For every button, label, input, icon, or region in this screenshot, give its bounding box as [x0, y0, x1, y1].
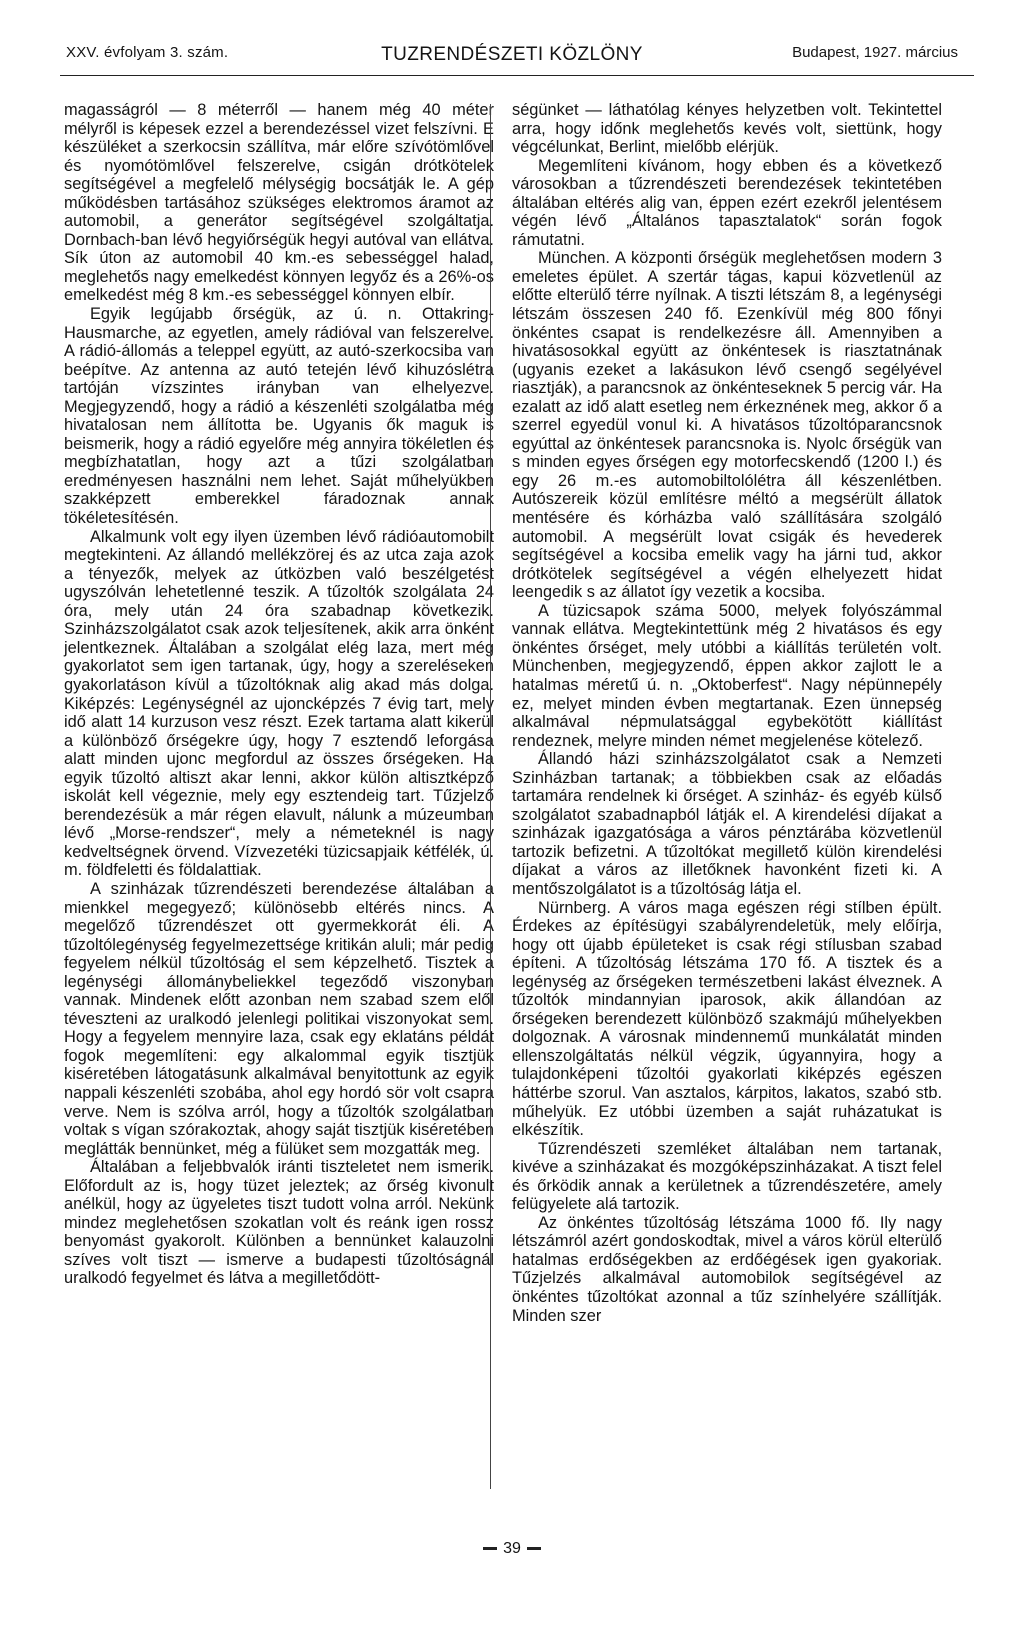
paragraph: A tüzicsapok száma 5000, melyek folyószámmal vannak ellátva. Megtekintettünk még 2 hivatásos és egy önkéntes őrséget, mely utóbbi a kiállítás területén volt. Münchenben, megjegyzendő, éppen akkor zajlott le a hatalmas méretű ú. n. „Oktoberfest“. Nagy népünnepély ez, melyet minden évben megtartanak. Ezen ünnepség alkalmával népmulatsággal egybekötött kiállítást rendeznek, melyre minden német megjelenése kötelező.	[512, 601, 942, 750]
page-number: 39	[503, 1540, 521, 1557]
dash-left	[483, 1547, 497, 1550]
publication-title: TUZRENDÉSZETI KÖZLÖNY	[381, 44, 643, 65]
page-number-footer	[0, 1540, 1024, 1558]
paragraph: Alkalmunk volt egy ilyen üzemben lévő rádióautomobilt megtekinteni. Az állandó mellékzörej és az utca zaja azok a tényezők, melyek az útközben való beszélgetést ugyszólván lehetetlenné teszik. A tűzoltók szolgálata 24 óra, mely után 24 óra szabadnap következik. Szinházszolgálatot csak azok teljesítenek, akik arra önként jelentkeznek. Általában a szolgálat elég laza, mert még gyakorlatot sem igen tartanak, úgy, hogy a szereléseken gyakorlatáson kívül a tűzoltóknak alig akad más dolga. Kiképzés: Legénységnél az ujoncképzés 7 évig tart, mely idő alatt 14 kurzuson vesz részt. Ezek tartama alatt kikerül a különböző őrségekre úgy, hogy 7 esztendő leforgása alatt minden ujonc megfordul az összes őrségeken. Ha egyik tűzoltó altiszt akar lenni, akkor külön altisztképző iskolát kell végeznie, mely egy esztendeig tart. Tűzjelző berendezésük a már régen elavult, nálunk a múzeumban lévő „Morse-rendszer“, mely a németeknél is nagy kedveltségnek örvend. Vízvezetéki tüzicsapjaik kétfélék, ú. m. földfeletti és földalattiak.	[64, 527, 494, 880]
place-date: Budapest, 1927. március	[792, 44, 958, 61]
column-divider	[490, 104, 491, 1489]
paragraph: magasságról — 8 méterről — hanem még 40 méter mélyről is képesek ezzel a berendezéssel vizet felszívni. E készüléket a szerkocsin szállítva, már előre szívótömlővel és nyomótömlővel felszerelve, csigán drótkötelek segítségével a megfelelő mélységig bocsátják le. A gép működésben tartásához szükséges elektromos áramot az automobil, a generátor segítségével szolgáltatja. Dornbach-ban lévő hegyiőrségük hegyi autóval van ellátva. Sík úton az automobil 40 km.-es sebességgel halad, meglehetős nagy emelkedést könnyen legyőz és a 26%-os emelkedést még 8 km.-es sebességgel könnyen elbír.	[64, 101, 494, 305]
header-rule	[60, 75, 974, 76]
paragraph: Nürnberg. A város maga egészen régi stílben épült. Érdekes az építésügyi szabályrendeletük, mely előírja, hogy ott újabb épületeket is csak régi stílusban szabad építeni. A tűzoltóság létszáma 170 fő. A tisztek és a legénység az őrségeken természetbeni lakást élveznek. A tűzoltók mindannyian iparosok, akik állandóan az őrségeken berendezett különböző szakmájú műhelyekben dolgoznak. A városnak mindennemű munkálatát minden ellenszolgáltatás nélkül végzik, úgyannyira, hogy a tulajdonképeni tűzoltói gyakorlati kiképzés egészen háttérbe szorul. Van asztalos, kárpitos, lakatos, szabó stb. műhelyük. Ez utóbbi üzemben a saját ruházatukat is elkészítik.	[512, 898, 942, 1140]
paragraph: Általában a feljebbvalók iránti tiszteletet nem ismerik. Előfordult az is, hogy tüzet jeleztek; az őrség kivonult anélkül, hogy az ügyeletes tiszt tudott volna arról. Nekünk mindez meglehetősen szokatlan volt és reánk igen rossz benyomást gyakorolt. Különben a bennünket kalauzolni szíves volt tiszt — ismerve a budapesti tűzoltóságnál uralkodó fegyelmet és látva a megilletődött-	[64, 1158, 494, 1288]
page-header	[52, 44, 972, 72]
dash-right	[527, 1547, 541, 1550]
paragraph: Állandó házi szinházszolgálatot csak a Nemzeti Szinházban tartanak; a többiekben csak az előadás tartamára rendelnek ki őrséget. A szinház- és egyéb külső szolgálatot szabadnapból látják el. A kirendelési díjakat a szinházak igazgatósága a város pénztárába közvetlenül tartozik befizetni. A tűzoltókat megillető külön kirendelési díjakat a város az illetőknek havonként fizeti ki. A mentőszolgálatot is a tűzoltóság látja el.	[512, 750, 942, 898]
paragraph: Megemlíteni kívánom, hogy ebben és a következő városokban a tűzrendészeti berendezések tekintetében általában eltérés alig van, éppen ezért ezekről jelentésem végén lévő „Általános tapasztalatok“ során fogok rámutatni.	[512, 156, 942, 249]
paragraph: A szinházak tűzrendészeti berendezése általában a mienkkel megegyező; különösebb eltérés nincs. A megelőző tűzrendészet ott gyermekkorát éli. A tűzoltólegénység fegyelmezettsége kritikán aluli; már pedig fegyelem nélkül tűzoltóság el sem képzelhető. Tisztek a legénységi állománybeliekkel tegeződő viszonyban vannak. Mindenek előtt azonban nem szabad szem elől téveszteni az uralkodó jelenlegi politikai viszonyokat sem. Hogy a fegyelem mennyire laza, csak egy eklatáns példát fogok megemlíteni: egy alkalommal egyik tisztjük kiséretében látogatásunk alkalmával benyitottunk az egyik nappali készenléti szobába, ahol egy hordó sör volt csapra verve. Nem is szólva arról, hogy a tűzoltók szolgálatban voltak s vígan szórakoztak, ahogy saját tisztjük kiséretében meglátták bennünket, még a fülüket sem mozgatták meg.	[64, 879, 494, 1158]
left-column	[64, 101, 494, 1288]
paragraph: Egyik legújabb őrségük, az ú. n. Ottakring-Hausmarche, az egyetlen, amely rádióval van felszerelve. A rádió-állomás a teleppel együtt, az autó-szerkocsiba van beépítve. Az antenna az autó tetején lévő kihuzóslétra tartóján vízszintes irányban van elhelyezve. Megjegyzendő, hogy a rádió a készenléti szolgálatba még hivatalosan nem állította be. Ugyanis ők maguk is beismerik, hogy a rádió egyelőre még annyira tökéletlen és megbízhatatlan, hogy azt a tűzi szolgálatban eredményesen használni nem lehet. Saját műhelyükben szakképzett emberekkel fáradoznak annak tökéletesítésén.	[64, 305, 494, 528]
paragraph: Az önkéntes tűzoltóság létszáma 1000 fő. Ily nagy létszámról azért gondoskodtak, mivel a város körül elterülő hatalmas erdőségekben az erdőégések igen gyakoriak. Tűzjelzés alkalmával automobilok segítségével az önkéntes tűzoltókat azonnal a tűz színhelyére szállítják. Minden szer	[512, 1213, 942, 1325]
right-column	[512, 101, 942, 1325]
paragraph: ségünket — láthatólag kényes helyzetben volt. Tekintettel arra, hogy időnk meglehetős kevés volt, siettünk, hogy végcélunkat, Berlint, mielőbb elérjük.	[512, 101, 942, 157]
issue-info: XXV. évfolyam 3. szám.	[66, 44, 229, 61]
paragraph: München. A központi őrségük meglehetősen modern 3 emeletes épület. A szertár tágas, kapui közvetlenül az előtte elterülő térre nyílnak. A tiszti létszám 8, a legénységi létszám összesen 240 fő. Ezenkívül még 800 főnyi önkéntes csapat is rendelkezésre áll. Amennyiben a hivatásosokkal együtt az önkéntesek is riasztatnának (ugyanis ezeket a lakásukon lévő csengő segélyével riasztják), a parancsnok az önkénteseknek 5 percig vár. Ha ezalatt az idő alatt esetleg nem érkeznének meg, akkor ő a szerrel egyedül vonul ki. A hivatásos tűzoltóparancsnok egyúttal az önkéntesek parancsnoka is. Nyolc őrségük van s minden egyes őrségen egy motorfecskendő (1200 l.) és egy 26 m.-es automobiltolólétra áll készenlétben. Autószereik közül említésre méltó a megsérült állatok mentésére és kórházba való szállítására szolgáló automobil. A megsérült lovat csigák és hevederek segítségével a kocsiba emelik vagy ha járni tud, akkor drótkötelek segítségével a végén elhelyezett hidat leengedik s az állatot így vezetik a kocsiba.	[512, 249, 942, 602]
paragraph: Tűzrendészeti szemléket általában nem tartanak, kivéve a szinházakat és mozgóképszinházakat. A tiszt felel és őrködik annak a kerületnek a tűzrendészetére, amely felügyelete alá tartozik.	[512, 1139, 942, 1214]
